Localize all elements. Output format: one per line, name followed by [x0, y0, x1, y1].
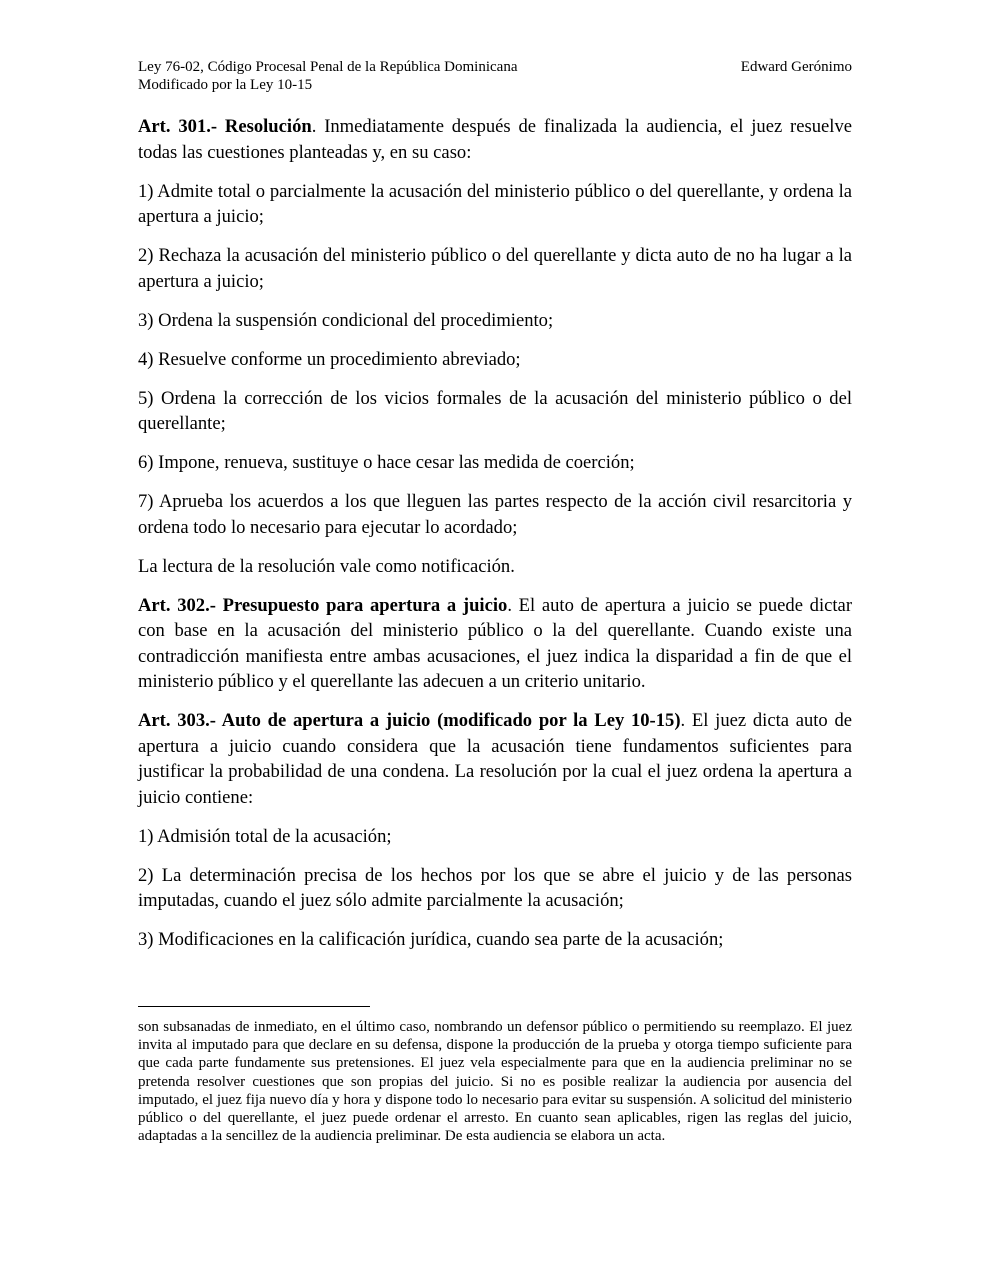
art301-item-1: 1) Admite total o parcialmente la acusación del ministerio público o del querellante, y ordena la apertura a juicio; — [138, 180, 852, 227]
art301-text: . Inmediatamente después de finalizada la audiencia, el juez resuelve todas las cuestiones planteadas y, en su caso: — [138, 116, 852, 163]
art301-intro — [138, 114, 852, 165]
art303-item-2: 2) La determinación precisa de los hechos por los que se abre el juicio y de las personas imputadas, cuando el juez sólo admite parcialmente la acusación; — [138, 864, 852, 911]
art301-item-3: 3) Ordena la suspensión condicional del procedimiento; — [138, 309, 554, 331]
document-body — [138, 114, 852, 966]
art303-item-3: 3) Modificaciones en la calificación jurídica, cuando sea parte de la acusación; — [138, 929, 724, 950]
art302-text: . El auto de apertura a juicio se puede dictar con base en la acusación del ministerio público o la del querellante. Cuando existe una contradicción manifiesta entre ambas acusaciones, el juez indica la disparidad a fin de que el ministerio público y el querellante las adecuen a un criterio unitario. — [138, 594, 853, 692]
art303-text: . El juez dicta auto de apertura a juicio cuando considera que la acusación tiene fundamentos suficientes para justificar la probabilidad de una condena. La resolución por la cual el juez ordena la apertura a juicio contiene: — [138, 710, 852, 808]
art301-item-2: 2) Rechaza la acusación del ministerio público o del querellante y dicta auto de no ha lugar a la apertura a juicio; — [138, 245, 852, 292]
art303-item-1: 1) Admisión total de la acusación; — [138, 825, 392, 847]
art301-heading: Art. 301.- Resolución — [138, 116, 312, 137]
art301-item-6: 6) Impone, renueva, sustituye o hace cesar las medida de coerción; — [138, 452, 635, 473]
art301-item-7: 7) Aprueba los acuerdos a los que lleguen las partes respecto de la acción civil resarcitoria y ordena todo lo necesario para ejecutar lo acordado; — [138, 491, 852, 538]
art302-paragraph — [138, 593, 852, 695]
header-subtitle: Modificado por la Ley 10-15 — [138, 77, 313, 93]
footnote-separator — [138, 1006, 370, 1007]
art302-heading: Art. 302.- Presupuesto para apertura a juicio — [138, 594, 508, 616]
footnote-text: son subsanadas de inmediato, en el último caso, nombrando un defensor público o permitiendo su reemplazo. El juez invita al imputado para que declare en su defensa, dispone la producción de la prueba y otorga tiempo suficiente para que cada parte fundamente sus pretensiones. El juez vela especialmente para que en la audiencia preliminar no se pretenda resolver cuestiones que son propias del juicio. Si no es posible realizar la audiencia por ausencia del imputado, el juez fija nuevo día y hora y dispone todo lo necesario para evitar su suspensión. A solicitud del ministerio público o del querellante, el juez puede ordenar el arresto. En cuanto sean aplicables, rigen las reglas del juicio, adaptadas a la sencillez de la audiencia preliminar. De esta audiencia se elabora un acta. — [138, 1019, 852, 1145]
header-left — [138, 58, 517, 94]
header-title: Ley 76-02, Código Procesal Penal de la República Dominicana — [138, 59, 518, 75]
art301-item-4: 4) Resuelve conforme un procedimiento abreviado; — [138, 348, 521, 370]
header-author: Edward Gerónimo — [740, 59, 852, 75]
art303-heading: Art. 303.- Auto de apertura a juicio (modificado por la Ley 10-15) — [138, 710, 681, 731]
art303-paragraph — [138, 708, 852, 810]
art301-closing: La lectura de la resolución vale como notificación. — [138, 555, 515, 577]
art301-item-5: 5) Ordena la corrección de los vicios formales de la acusación del ministerio público o del querellante; — [138, 387, 852, 434]
